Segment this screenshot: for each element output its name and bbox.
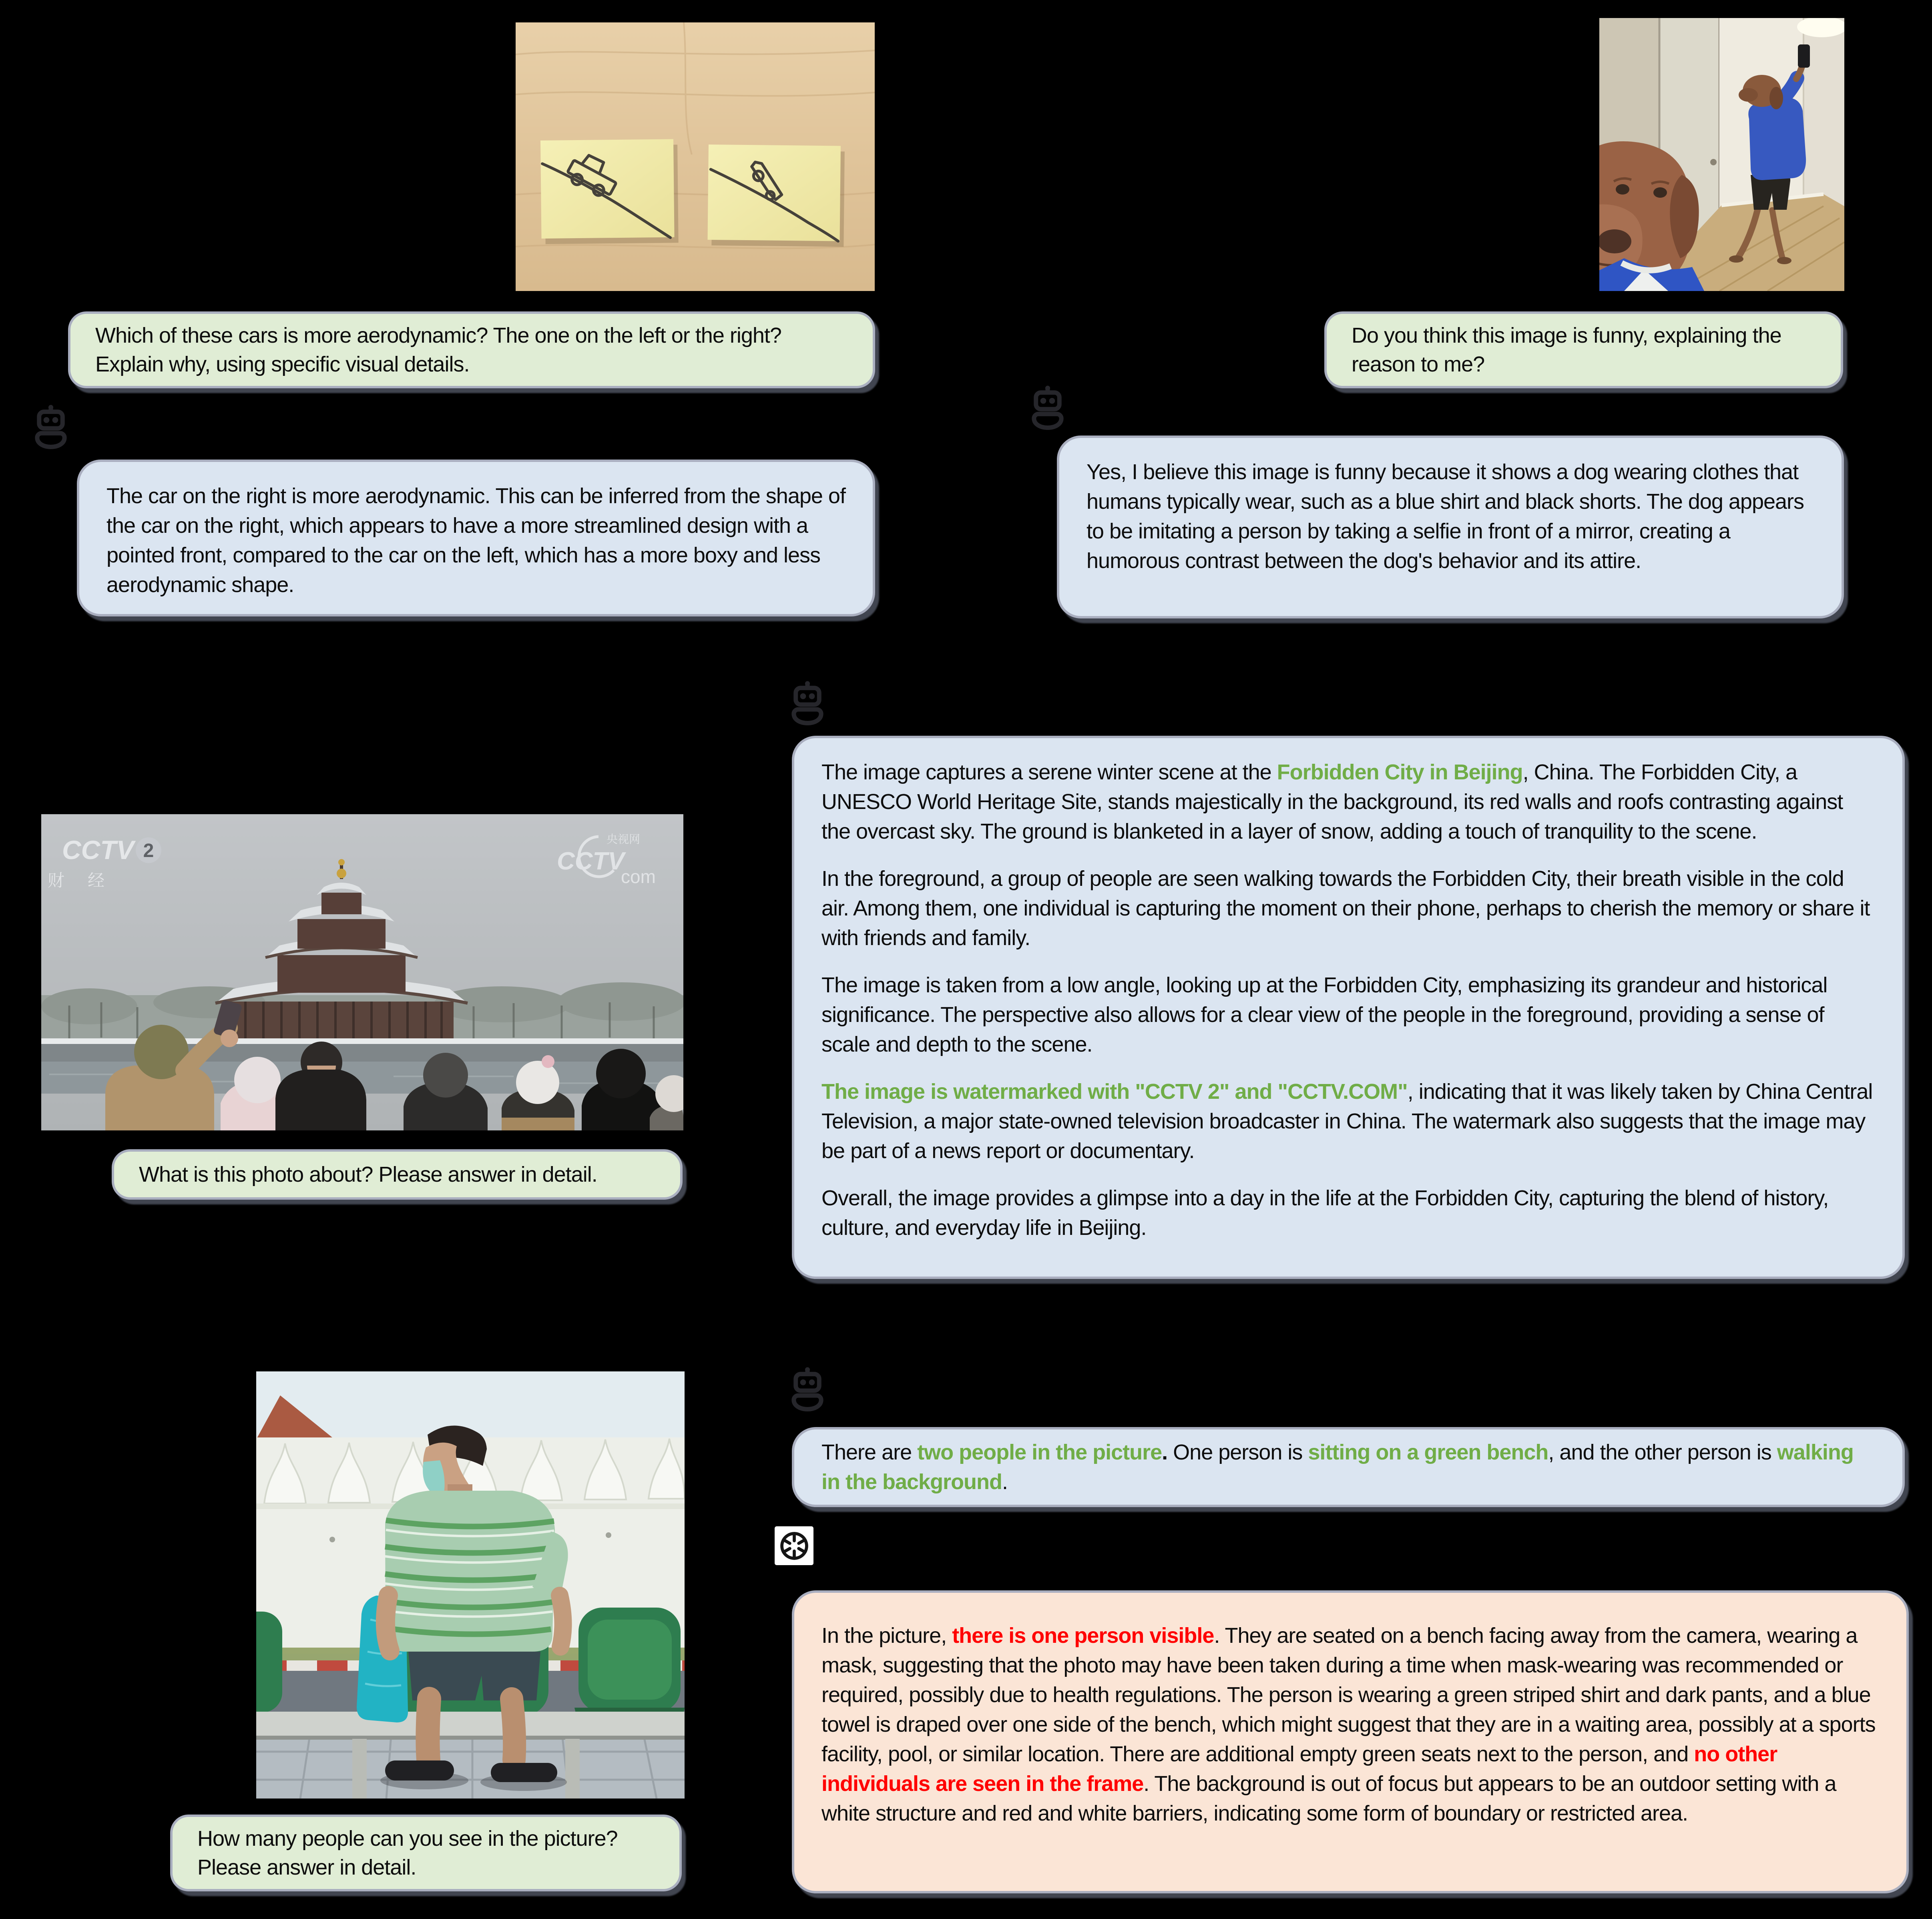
sticky-note-left: [540, 139, 679, 244]
cctv-forbidden-city-image: [41, 814, 683, 1130]
watermark-cctv2-text: CCTV: [62, 835, 134, 865]
answer-bubble-cctv: The image captures a serene winter scene at the Forbidden City in Beijing, China. The Forbidden City, a UNESCO World Heritage Site, stands majestically in the background, its red walls and roofs contrasting against the overcast sky. The ground is blanketed in a layer of snow, adding a touch of tranquility to the scene. In the foreground, a group of people are seen walking towards the Forbidden City, their breath visible in the cold air. Among them, one individual is capturing the moment on their phone, perhaps to cherish the memory or share it with friends and family. The image is taken from a low angle, looking up at the Forbidden City, emphasizing its grandeur and historical significance. The perspective also allows for a clear view of the people in the foreground, providing a sense of scale and depth to the scene. The image is watermarked with "CCTV 2" and "CCTV.COM", indicating that it was likely taken by China Central Television, a major state-owned television broadcaster in China. The watermark also suggests that the image may be part of a news report or documentary. Overall, the image provides a glimpse into a day in the life at the Forbidden City, capturing the blend of history, culture, and everyday life in Beijing.: [792, 736, 1905, 1279]
question-bubble-bench: [170, 1815, 682, 1891]
watermark-com-text: com: [621, 866, 656, 887]
watermark-cctv-text: CCTV: [557, 847, 625, 875]
watermark-yangshiwang-text: 央视网: [607, 833, 641, 845]
question-text-bench: How many people can you see in the picture? Please answer in detail.: [197, 1827, 618, 1879]
answer-bubble-dog: [1057, 436, 1844, 618]
question-text-cars: Which of these cars is more aerodynamic? The one on the left or the right? Explain why, using specific visual details.: [95, 323, 781, 376]
question-bubble-dog: [1324, 311, 1843, 388]
robot-icon: [26, 400, 75, 452]
question-text-dog: Do you think this image is funny, explaining the reason to me?: [1352, 323, 1781, 376]
bench-man-image: [256, 1371, 685, 1799]
question-bubble-cctv: [112, 1149, 683, 1200]
dog-selfie-image: [1599, 18, 1844, 291]
answer-bubble-bench-model: [792, 1427, 1905, 1507]
cars-sketch-image: [516, 22, 875, 291]
answer-text-bench-model: There are two people in the picture. One person is sitting on a green bench, and the other person is walking in the background.: [821, 1440, 1854, 1494]
question-text-cctv: What is this photo about? Please answer in detail.: [139, 1162, 597, 1186]
answer-text-cars: The car on the right is more aerodynamic. This can be inferred from the shape of the car on the right, which appears to have a more streamlined design with a pointed front, compared to the car on the left, which has a more boxy and less aerodynamic shape.: [106, 484, 846, 597]
watermark-channel-number: 2: [143, 840, 154, 861]
answer-bubble-bench-gpt: [792, 1590, 1909, 1893]
robot-icon: [1023, 381, 1072, 432]
robot-icon: [783, 1363, 832, 1414]
answer-bubble-cars: [77, 460, 875, 616]
watermark-caijing-text: 财经: [47, 871, 128, 890]
robot-icon: [783, 676, 832, 728]
sticky-note-right: [707, 145, 845, 247]
question-bubble-cars: [68, 311, 875, 388]
answer-text-dog: Yes, I believe this image is funny because it shows a dog wearing clothes that humans typically wear, such as a blue shirt and black shorts. The dog appears to be imitating a person by taking a selfie in front of a mirror, creating a humorous contrast between the dog's behavior and its attire.: [1086, 460, 1804, 573]
chatgpt-icon: [775, 1526, 813, 1565]
answer-text-bench-gpt: In the picture, there is one person visible. They are seated on a bench facing away from the camera, wearing a mask, suggesting that the photo may have been taken during a time when mask-wearing was recommended or required, possibly due to health regulations. The person is wearing a green striped shirt and dark pants, and a blue towel is draped over one side of the bench, which might suggest that they are in a waiting area, possibly at a sports facility, pool, or similar location. There are additional empty green seats next to the person, and no other individuals are seen in the frame. The background is out of focus but appears to be an outdoor setting with a white structure and red and white barriers, indicating some form of boundary or restricted area.: [821, 1624, 1876, 1825]
